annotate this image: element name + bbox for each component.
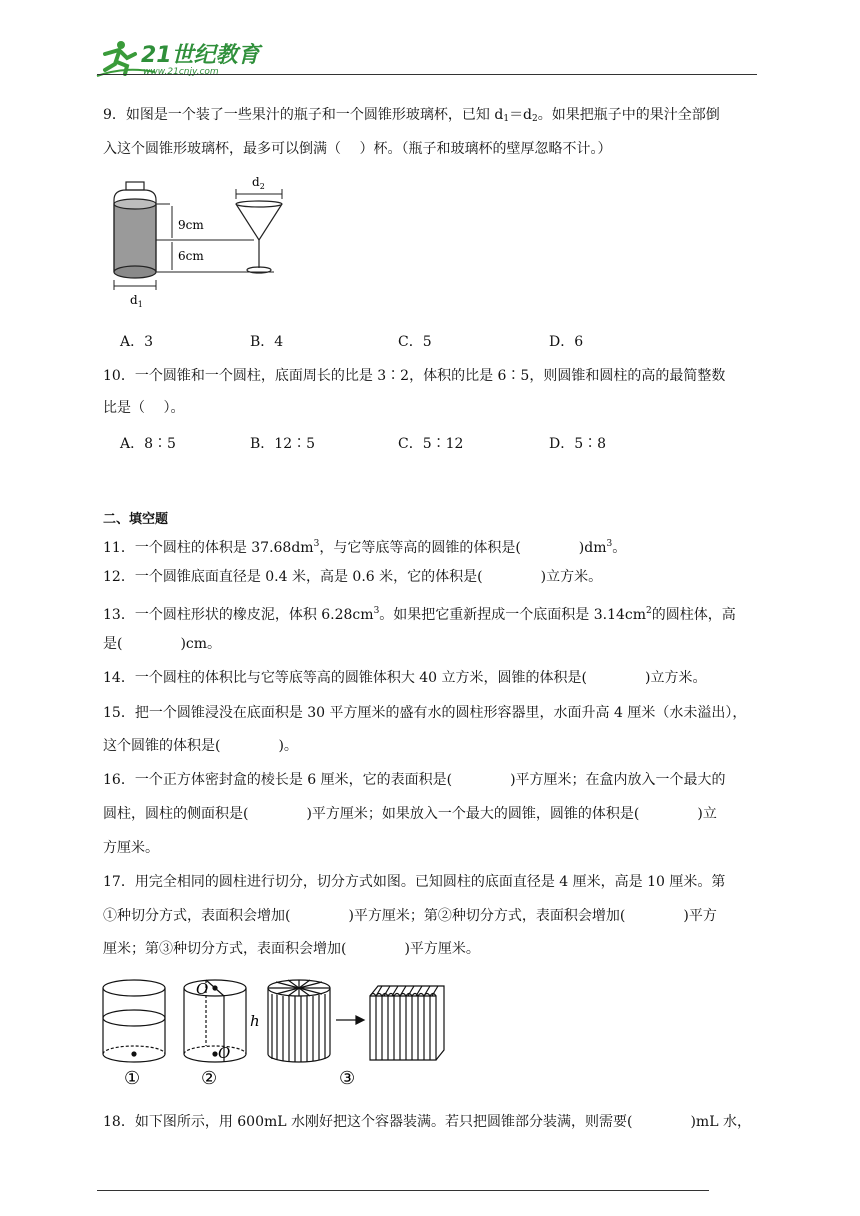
q9-options bbox=[120, 331, 720, 351]
rearranged-cuboid bbox=[370, 986, 444, 1060]
question-17: 17．用完全相同的圆柱进行切分，切分方式如图。已知圆柱的底面直径是 4 厘米，高是 10 厘米。第 bbox=[103, 874, 726, 890]
cylinder-cutting-figure bbox=[100, 974, 450, 1090]
q10-option-d[interactable]: D．5∶8 bbox=[549, 436, 607, 452]
cone-glass-shape bbox=[236, 201, 282, 273]
question-14: 14．一个圆柱的体积比与它等底等高的圆锥体积大 40 立方米，圆锥的体积是( )立方米。 bbox=[103, 670, 707, 686]
q9-option-c[interactable]: C．5 bbox=[398, 334, 432, 350]
question-16-line2: 圆柱，圆柱的侧面积是( )平方厘米；如果放入一个最大的圆锥，圆锥的体积是( )立 bbox=[103, 806, 717, 822]
question-18: 18．如下图所示，用 600mL 水刚好把这个容器装满。若只把圆锥部分装满，则需要( )mL 水， bbox=[103, 1114, 751, 1130]
question-12: 12．一个圆锥底面直径是 0.4 米，高是 0.6 米，它的体积是( )立方米。 bbox=[103, 569, 603, 585]
question-17-line3: 厘米；第③种切分方式，表面积会增加( )平方厘米。 bbox=[103, 941, 480, 957]
label-d2: $d_2$ bbox=[252, 176, 265, 191]
label-d1: $d_1$ bbox=[130, 293, 143, 309]
question-16: 16．一个正方体密封盒的棱长是 6 厘米，它的表面积是( )平方厘米；在盒内放入一个最大的 bbox=[103, 772, 726, 788]
arrow-icon bbox=[336, 1016, 364, 1024]
q10-option-b[interactable]: B．12∶5 bbox=[250, 436, 316, 452]
header-rule bbox=[97, 74, 757, 75]
cylinder-sector-cut bbox=[268, 980, 330, 1062]
section-title-fill-in: 二、填空题 bbox=[103, 512, 169, 527]
label-6cm: 6cm bbox=[178, 249, 204, 263]
footer-rule bbox=[97, 1190, 709, 1191]
logo-text: 21世纪教育 bbox=[141, 43, 260, 68]
cylinder-vertical-cut bbox=[184, 980, 246, 1062]
question-15: 15．把一个圆锥浸没在底面积是 30 平方厘米的盛有水的圆柱形容器里，水面升高 4 厘米（水未溢出）， bbox=[103, 705, 747, 721]
question-10: 10．一个圆锥和一个圆柱，底面周长的比是 3∶2，体积的比是 6∶5，则圆锥和圆柱的高的最简整数 bbox=[103, 368, 726, 384]
q10-option-a[interactable]: A．8∶5 bbox=[120, 436, 176, 452]
label-9cm: 9cm bbox=[178, 218, 204, 232]
question-17-line2: ①种切分方式，表面积会增加( )平方厘米；第②种切分方式，表面积会增加( )平方 bbox=[103, 908, 717, 924]
question-9: 9．如图是一个装了一些果汁的瓶子和一个圆锥形玻璃杯，已知 $d_1=d_2$。如果把瓶子中的果汁全部倒 bbox=[103, 107, 720, 124]
label-3: ③ bbox=[339, 1068, 356, 1089]
q10-option-c[interactable]: C．5∶12 bbox=[398, 436, 464, 452]
question-11: 11．一个圆柱的体积是 $37.68dm^3$，与它等底等高的圆锥的体积是( )$dm^3$。 bbox=[103, 539, 627, 556]
q10-options bbox=[120, 433, 720, 453]
logo bbox=[95, 36, 265, 78]
question-9-line2: 入这个圆锥形玻璃杯，最多可以倒满（ ）杯。（瓶子和玻璃杯的壁厚忽略不计。） bbox=[103, 141, 612, 157]
bottle-shape bbox=[114, 182, 156, 278]
question-10-line2: 比是（ ）。 bbox=[103, 400, 185, 416]
q9-option-a[interactable]: A．3 bbox=[120, 334, 154, 350]
label-2: ② bbox=[201, 1068, 218, 1089]
question-15-line2: 这个圆锥的体积是( )。 bbox=[103, 738, 298, 754]
bottle-cone-figure bbox=[104, 176, 284, 316]
label-o-bottom: O bbox=[218, 1044, 231, 1062]
cylinder-horizontal-cut bbox=[103, 980, 165, 1062]
q9-option-d[interactable]: D．6 bbox=[549, 334, 584, 350]
question-13-line2: 是( )cm。 bbox=[103, 636, 222, 652]
label-1: ① bbox=[124, 1068, 141, 1089]
label-o-top: O bbox=[196, 980, 209, 998]
q9-text: 9．如图是一个装了一些果汁的瓶子和一个圆锥形玻璃杯，已知 d bbox=[103, 107, 504, 123]
label-h: h bbox=[250, 1012, 260, 1030]
question-13: 13．一个圆柱形状的橡皮泥，体积 $6.28cm^3$。如果把它重新捏成一个底面积是 $3.14cm^2$的圆柱体，高 bbox=[103, 606, 736, 623]
logo-url: www.21cnjy.com bbox=[143, 67, 219, 77]
q9-option-b[interactable]: B．4 bbox=[250, 334, 284, 350]
question-16-line3: 方厘米。 bbox=[103, 840, 159, 856]
